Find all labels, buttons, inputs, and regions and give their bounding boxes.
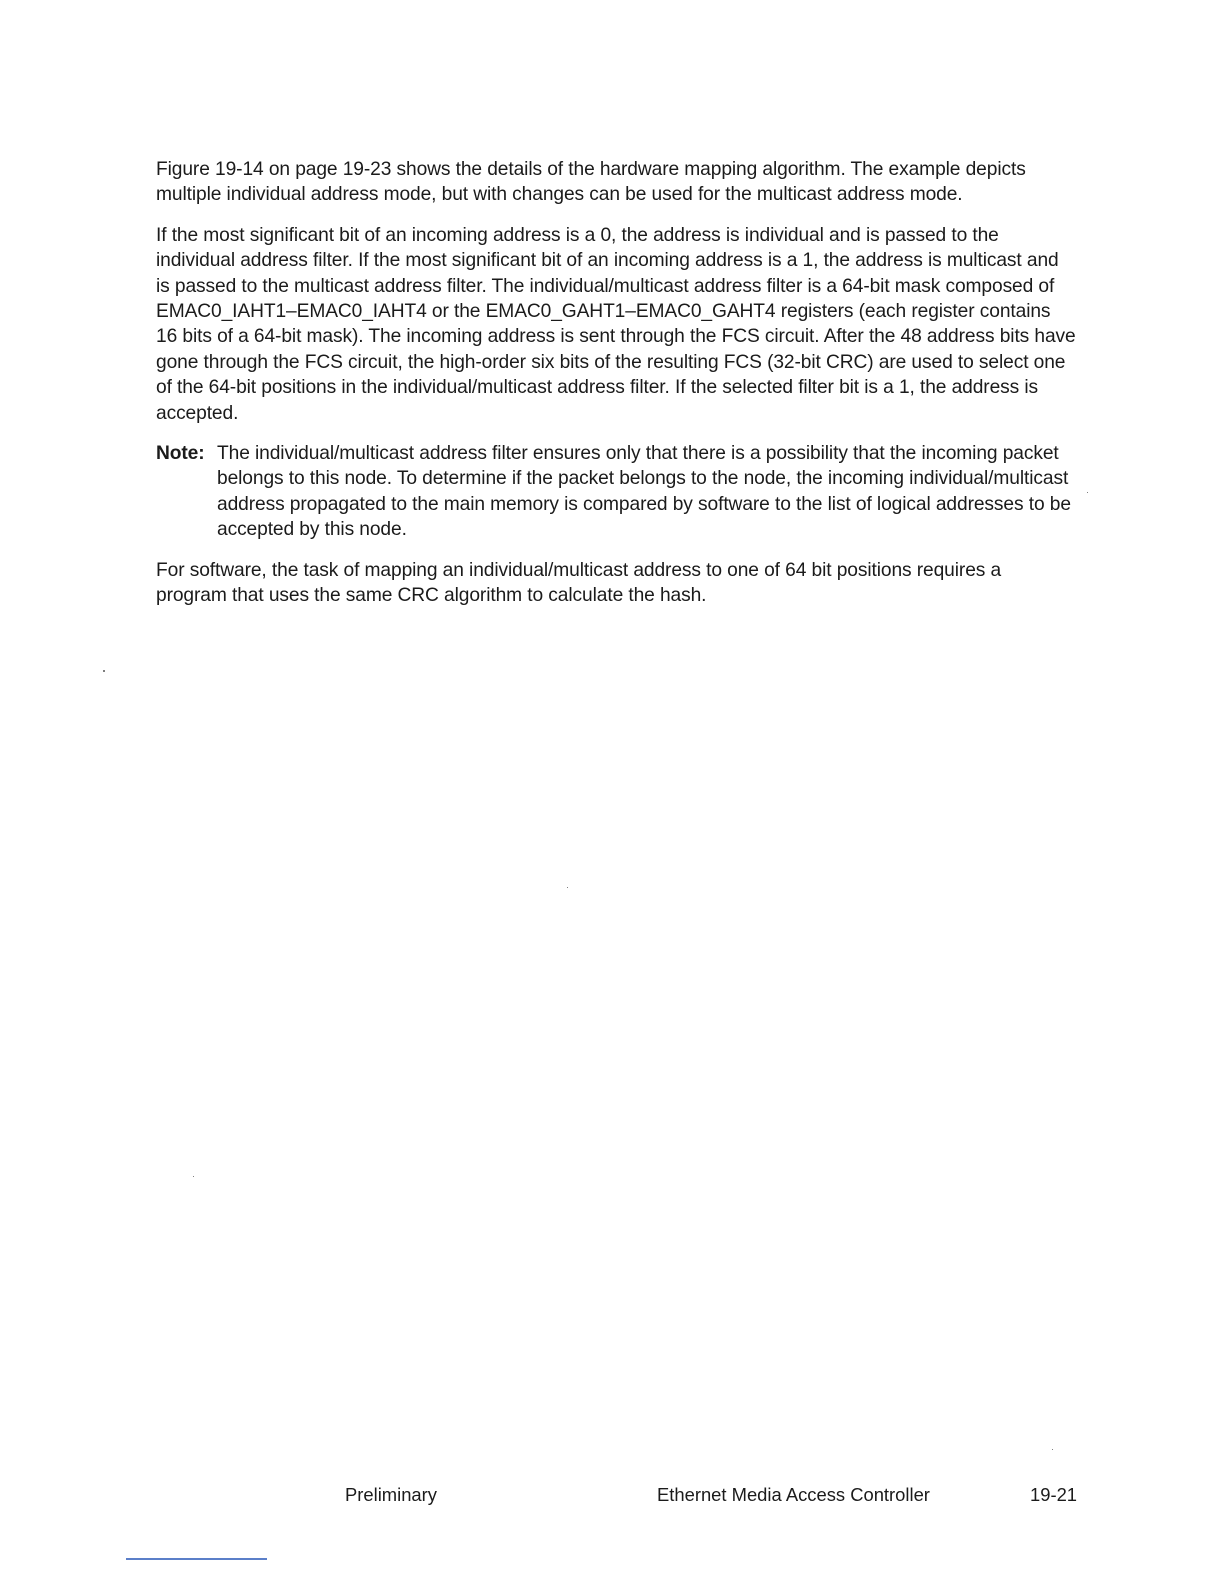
- note-block: [156, 441, 1076, 543]
- footer-chapter-title: Ethernet Media Access Controller: [657, 1484, 930, 1505]
- footer-status: Preliminary: [345, 1484, 437, 1505]
- scan-speck: [1052, 1449, 1053, 1450]
- paragraph-address-filter: If the most significant bit of an incoming address is a 0, the address is individual and is passed to the individual address filter. If the most significant bit of an incoming address is a 1, the address is multicast and is passed to the multicast address filter. The individual/multicast address filter is a 64-bit mask composed of EMAC0_IAHT1–EMAC0_IAHT4 or the EMAC0_GAHT1–EMAC0_GAHT4 registers (each register contains 16 bits of a 64-bit mask). The incoming address is sent through the FCS circuit. After the 48 address bits have gone through the FCS circuit, the high-order six bits of the resulting FCS (32-bit CRC) are used to select one of the 64-bit positions in the individual/multicast address filter. If the selected filter bit is a 1, the address is accepted.: [156, 224, 1076, 424]
- footer-page-number: 19-21: [1030, 1484, 1078, 1505]
- scan-speck: [103, 670, 105, 672]
- note-text: The individual/multicast address filter ensures only that there is a possibility that the incoming packet belongs to this node. To determine if the packet belongs to the node, the incoming individual/multicast address propagated to the main memory is compared by software to the list of logical addresses to be accepted by this node.: [217, 443, 1071, 541]
- paragraph-figure-reference: Figure 19-14 on page 19-23 shows the details of the hardware mapping algorithm. The example depicts multiple individual address mode, but with changes can be used for the multicast address mode.: [156, 159, 1026, 206]
- scan-speck: [193, 1176, 194, 1177]
- note-label: Note:: [156, 443, 205, 465]
- page-body: [156, 157, 1076, 624]
- scan-speck: [567, 887, 568, 888]
- scan-speck: [1087, 492, 1088, 493]
- paragraph-software-mapping: For software, the task of mapping an individual/multicast address to one of 64 bit positions requires a program that uses the same CRC algorithm to calculate the hash.: [156, 559, 1002, 607]
- scan-edge-line: [126, 1558, 267, 1560]
